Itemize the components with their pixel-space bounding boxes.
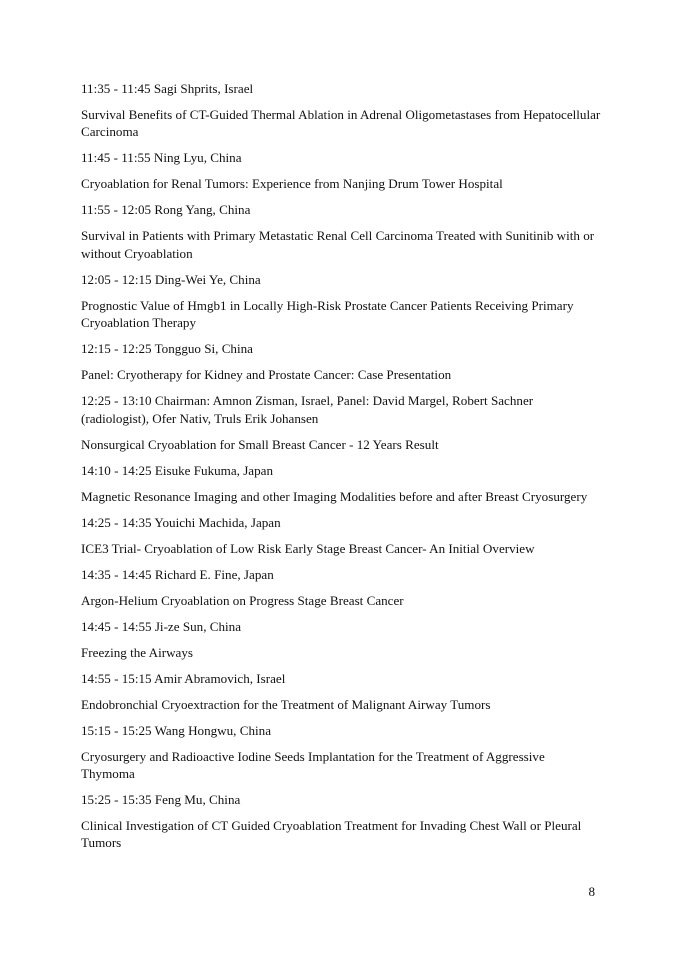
paragraph: Freezing the Airways: [81, 644, 193, 660]
paragraph: Clinical Investigation of CT Guided Cryoablation Treatment for Invading Chest Wall or Pleural Tumors: [81, 818, 582, 851]
page-body: [81, 80, 601, 860]
paragraph: Nonsurgical Cryoablation for Small Breast Cancer - 12 Years Result: [81, 436, 439, 452]
paragraph: ICE3 Trial- Cryoablation of Low Risk Early Stage Breast Cancer- An Initial Overview: [81, 540, 535, 556]
paragraph: 14:25 - 14:35 Youichi Machida, Japan: [81, 514, 281, 530]
paragraph: 11:55 - 12:05 Rong Yang, China: [81, 202, 251, 218]
paragraph: 11:35 - 11:45 Sagi Shprits, Israel: [81, 81, 254, 96]
paragraph: Panel: Cryotherapy for Kidney and Prostate Cancer: Case Presentation: [81, 367, 452, 383]
paragraph: 15:15 - 15:25 Wang Hongwu, China: [81, 722, 272, 738]
paragraph: 12:05 - 12:15 Ding-Wei Ye, China: [81, 271, 261, 287]
paragraph: 14:35 - 14:45 Richard E. Fine, Japan: [81, 566, 274, 582]
paragraph: 11:45 - 11:55 Ning Lyu, China: [81, 150, 242, 166]
paragraph: 15:25 - 15:35 Feng Mu, China: [81, 792, 241, 808]
paragraph: 14:45 - 14:55 Ji-ze Sun, China: [81, 618, 242, 634]
paragraph: Survival in Patients with Primary Metastatic Renal Cell Carcinoma Treated with Sunitinib with or without Cryoablation: [81, 228, 595, 261]
paragraph: Argon-Helium Cryoablation on Progress Stage Breast Cancer: [81, 592, 404, 608]
paragraph: Prognostic Value of Hmgb1 in Locally High-Risk Prostate Cancer Patients Receiving Primary Cryoablation Therapy: [81, 297, 574, 331]
paragraph: Cryoablation for Renal Tumors: Experience from Nanjing Drum Tower Hospital: [81, 176, 503, 192]
paragraph: Survival Benefits of CT-Guided Thermal Ablation in Adrenal Oligometastases from Hepatocellular Carcinoma: [81, 107, 601, 140]
paragraph: 12:15 - 12:25 Tongguo Si, China: [81, 341, 253, 357]
paragraph: 14:10 - 14:25 Eisuke Fukuma, Japan: [81, 462, 274, 478]
paragraph: Magnetic Resonance Imaging and other Imaging Modalities before and after Breast Cryosurgery: [81, 488, 588, 504]
paragraph: Endobronchial Cryoextraction for the Treatment of Malignant Airway Tumors: [81, 696, 491, 712]
paragraph: 12:25 - 13:10 Chairman: Amnon Zisman, Israel, Panel: David Margel, Robert Sachner (radiologist), Ofer Nativ, Truls Erik Johansen: [81, 393, 534, 426]
paragraph: 14:55 - 15:15 Amir Abramovich, Israel: [81, 670, 286, 686]
page-number: 8: [588, 884, 595, 899]
paragraph: Cryosurgery and Radioactive Iodine Seeds Implantation for the Treatment of Aggressive Thymoma: [81, 748, 545, 782]
